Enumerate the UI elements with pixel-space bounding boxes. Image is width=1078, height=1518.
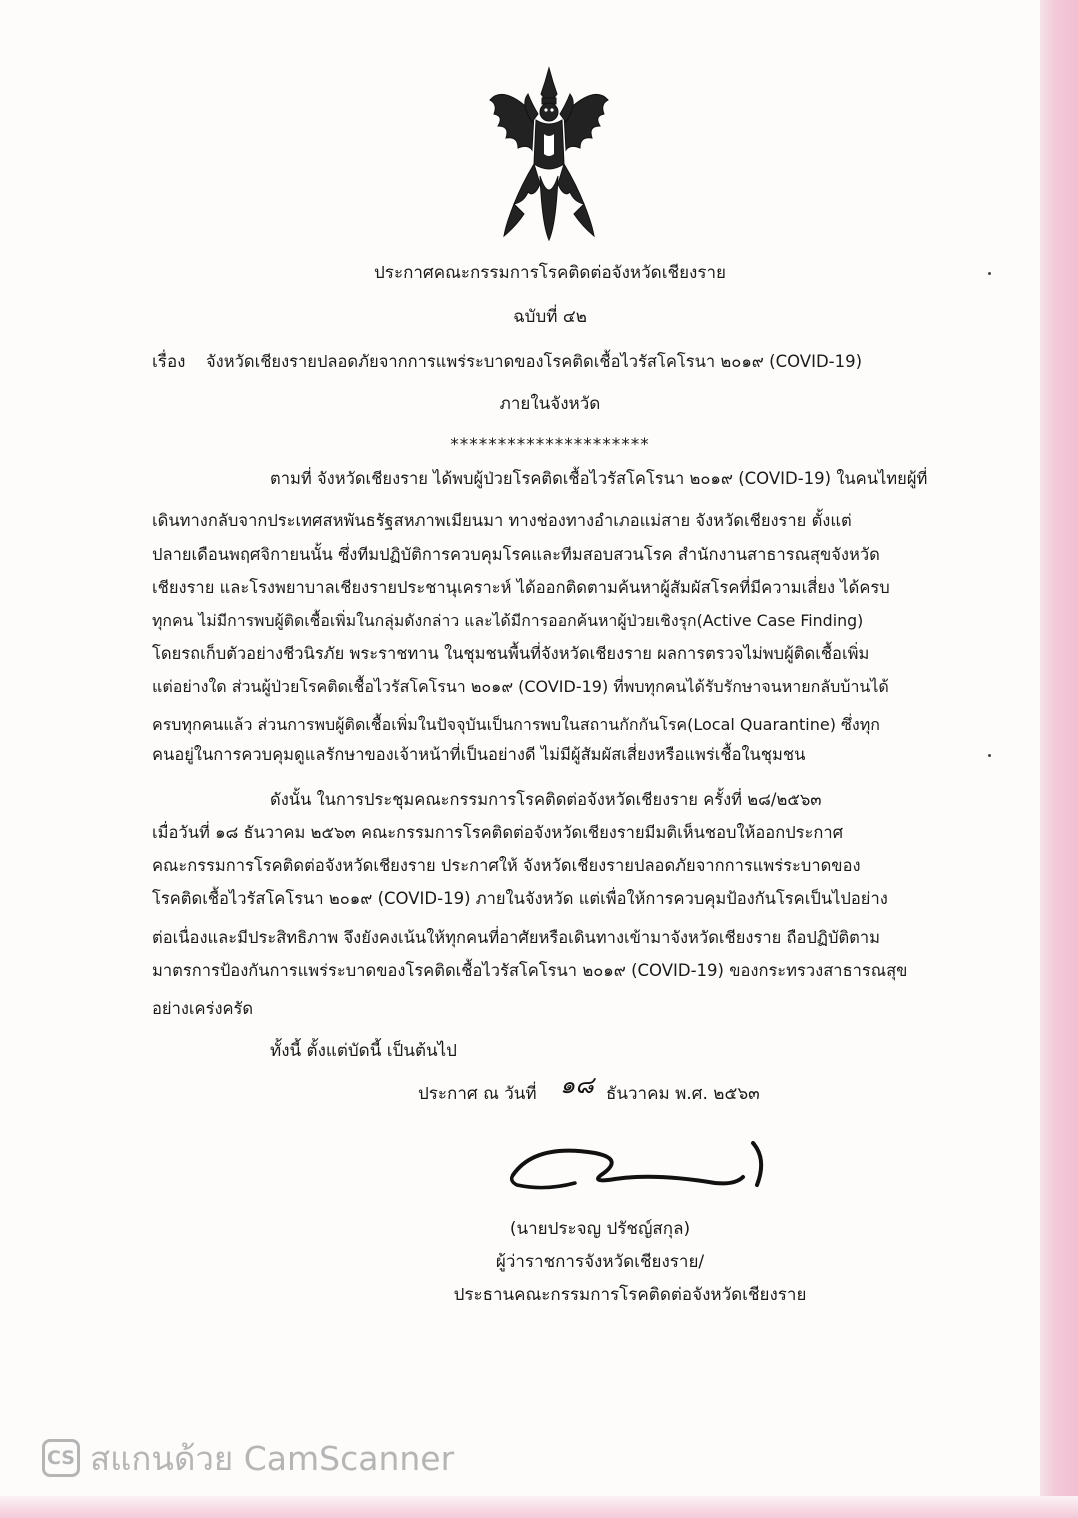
camscanner-logo-icon: CS (42, 1439, 80, 1477)
paragraph-2-line: คณะกรรมการโรคติดต่อจังหวัดเชียงราย ประกาศให้ จังหวัดเชียงรายปลอดภัยจากการแพร่ระบาดของ (152, 856, 861, 875)
paragraph-2-line: ต่อเนื่องและมีประสิทธิภาพ จึงยังคงเน้นให้ทุกคนที่อาศัยหรือเดินทางเข้ามาจังหวัดเชียงราย ถือปฏิบัติตาม (152, 928, 881, 947)
paragraph-1-line: ครบทุกคนแล้ว ส่วนการพบผู้ติดเชื้อเพิ่มในปัจจุบันเป็นการพบในสถานกักกันโรค(Local Quarantine) ซึ่งทุก (152, 715, 880, 734)
paragraph-2-line: โรคติดเชื้อไวรัสโคโรนา ๒๐๑๙ (COVID-19) ภายในจังหวัด แต่เพื่อให้การควบคุมป้องกันโรคเป็นไปอย่าง (152, 889, 888, 908)
watermark-text: สแกนด้วย CamScanner (90, 1438, 455, 1478)
paragraph-1-line: ปลายเดือนพฤศจิกายนนั้น ซึ่งทีมปฏิบัติการควบคุมโรคและทีมสอบสวนโรค สำนักงานสาธารณสุขจังหวัด (152, 545, 880, 564)
paragraph-1-line: โดยรถเก็บตัวอย่างชีวนิรภัย พระราชทาน ในชุมชนพื้นที่จังหวัดเชียงราย ผลการตรวจไม่พบผู้ติดเชื้อเพิ่ม (152, 644, 870, 663)
signer-position: ผู้ว่าราชการจังหวัดเชียงราย/ (495, 1252, 705, 1272)
paragraph-1-line: แต่อย่างใด ส่วนผู้ป่วยโรคติดเชื้อไวรัสโคโรนา ๒๐๑๙ (COVID-19) ที่พบทุกคนได้รับรักษาจนหายกลับบ้านได้ (152, 677, 889, 696)
scan-dot (988, 272, 991, 275)
paragraph-2-line: อย่างเคร่งครัด (152, 999, 254, 1018)
subject-label: เรื่อง (152, 352, 186, 372)
garuda-emblem-icon (484, 64, 614, 244)
page-edge-bottom (0, 1496, 1078, 1518)
paragraph-1-line: ทุกคน ไม่มีการพบผู้ติดเชื้อเพิ่มในกลุ่มดังกล่าว และได้มีการออกค้นหาผู้ป่วยเชิงรุก(Active Case Finding) (152, 611, 864, 630)
paragraph-2-line: เมื่อวันที่ ๑๘ ธันวาคม ๒๕๖๓ คณะกรรมการโรคติดต่อจังหวัดเชียงรายมีมติเห็นชอบให้ออกประกาศ (152, 823, 844, 842)
separator: ********************* (450, 435, 650, 455)
paragraph-1-line: เชียงราย และโรงพยาบาลเชียงรายประชานุเคราะห์ ได้ออกติดตามค้นหาผู้สัมผัสโรคที่มีความเสี่ยง ได้ครบ (152, 578, 890, 597)
camscanner-watermark (42, 1436, 454, 1480)
paragraph-1-line: เดินทางกลับจากประเทศสหพันธรัฐสหภาพเมียนมา ทางช่องทางอำเภอแม่สาย จังหวัดเชียงราย ตั้งแต่ (152, 511, 852, 530)
announced-prefix: ประกาศ ณ วันที่ (418, 1084, 537, 1104)
subject-line-2: ภายในจังหวัด (499, 394, 601, 414)
handwritten-day: ๑๘ (560, 1071, 594, 1099)
signer-name: (นายประจญ ปรัชญ์สกุล) (509, 1219, 691, 1239)
paragraph-1-line: คนอยู่ในการควบคุมดูแลรักษาของเจ้าหน้าที่เป็นอย่างดี ไม่มีผู้สัมผัสเสี่ยงหรือแพร่เชื้อในชุมชน (152, 745, 806, 764)
effective-statement: ทั้งนี้ ตั้งแต่บัดนี้ เป็นต้นไป (270, 1041, 457, 1061)
scan-dot (988, 754, 991, 757)
subject-line-1: จังหวัดเชียงรายปลอดภัยจากการแพร่ระบาดของโรคติดเชื้อไวรัสโคโรนา ๒๐๑๙ (COVID-19) (206, 352, 863, 371)
signer-role: ประธานคณะกรรมการโรคติดต่อจังหวัดเชียงราย (453, 1285, 807, 1305)
paragraph-1-line: ตามที่ จังหวัดเชียงราย ได้พบผู้ป่วยโรคติดเชื้อไวรัสโคโรนา ๒๐๑๙ (COVID-19) ในคนไทยผู้ที่ (270, 469, 928, 488)
announcement-title: ประกาศคณะกรรมการโรคติดต่อจังหวัดเชียงราย (374, 263, 726, 283)
page-edge-right (1040, 0, 1078, 1518)
signature-icon (505, 1135, 775, 1195)
paragraph-2-line: ดังนั้น ในการประชุมคณะกรรมการโรคติดต่อจังหวัดเชียงราย ครั้งที่ ๒๘/๒๕๖๓ (270, 790, 822, 809)
paragraph-2-line: มาตรการป้องกันการแพร่ระบาดของโรคติดเชื้อไวรัสโคโรนา ๒๐๑๙ (COVID-19) ของกระทรวงสาธารณสุข (152, 961, 908, 980)
issue-number: ฉบับที่ ๔๒ (513, 307, 587, 327)
announced-suffix: ธันวาคม พ.ศ. ๒๕๖๓ (606, 1084, 760, 1104)
